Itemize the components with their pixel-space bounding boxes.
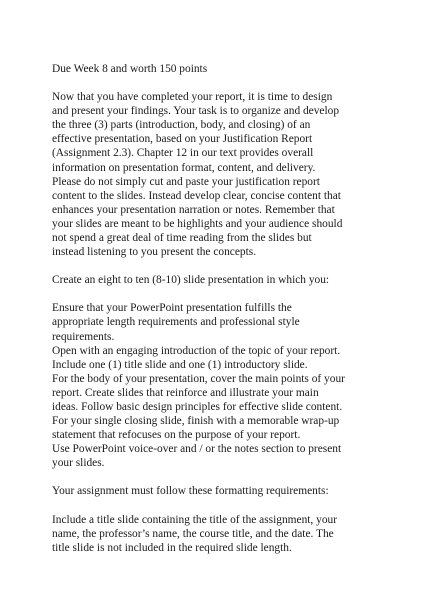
text-line: Use PowerPoint voice-over and / or the notes section to present <box>52 443 342 456</box>
text-line: effective presentation, based on your Justification Report <box>52 133 313 146</box>
text-line: instead listening to you present the concepts. <box>52 246 257 259</box>
title-slide-paragraph <box>52 513 395 555</box>
text-line: statement that refocuses on the purpose of your report. <box>52 429 301 442</box>
text-line: Open with an engaging introduction of the topic of your report. <box>52 344 341 357</box>
text-line: the three (3) parts (introduction, body, and closing) of an <box>52 119 311 132</box>
intro-paragraph <box>52 90 395 259</box>
text-line: Include one (1) title slide and one (1) introductory slide. <box>52 358 308 371</box>
text-line: For the body of your presentation, cover the main points of your <box>52 372 345 385</box>
requirements-paragraph <box>52 301 395 470</box>
text-line: Include a title slide containing the title of the assignment, your <box>52 513 338 526</box>
text-line: not spend a great deal of time reading from the slides but <box>52 232 312 245</box>
task-heading-paragraph <box>52 273 395 287</box>
text-line: information on presentation format, content, and delivery. <box>52 161 316 174</box>
text-line: your slides. <box>52 457 105 470</box>
text-line: and present your findings. Your task is to organize and develop <box>52 105 340 118</box>
text-line: Create an eight to ten (8-10) slide presentation in which you: <box>52 274 330 287</box>
text-line: Please do not simply cut and paste your justification report <box>52 175 320 188</box>
text-line: requirements. <box>52 330 115 343</box>
text-line: Now that you have completed your report, it is time to design <box>52 91 333 104</box>
formatting-heading-paragraph <box>52 484 395 498</box>
text-line: report. Create slides that reinforce and illustrate your main <box>52 386 319 399</box>
text-line: name, the professor’s name, the course title, and the date. The <box>52 527 334 540</box>
text-line: For your single closing slide, finish with a memorable wrap-up <box>52 415 340 428</box>
text-line: your slides are meant to be highlights and your audience should <box>52 217 343 230</box>
text-line: ideas. Follow basic design principles for effective slide content. <box>52 400 343 413</box>
text-line: Due Week 8 and worth 150 points <box>52 63 208 75</box>
text-line: Ensure that your PowerPoint presentation fulfills the <box>52 302 292 315</box>
text-line: Your assignment must follow these formatting requirements: <box>52 485 329 498</box>
text-line: title slide is not included in the required slide length. <box>52 541 292 554</box>
text-line: enhances your presentation narration or notes. Remember that <box>52 203 335 216</box>
text-line: content to the slides. Instead develop clear, concise content that <box>52 189 341 202</box>
due-date-line <box>52 62 395 76</box>
text-line: appropriate length requirements and professional style <box>52 316 300 329</box>
text-line: (Assignment 2.3). Chapter 12 in our text provides overall <box>52 147 314 160</box>
